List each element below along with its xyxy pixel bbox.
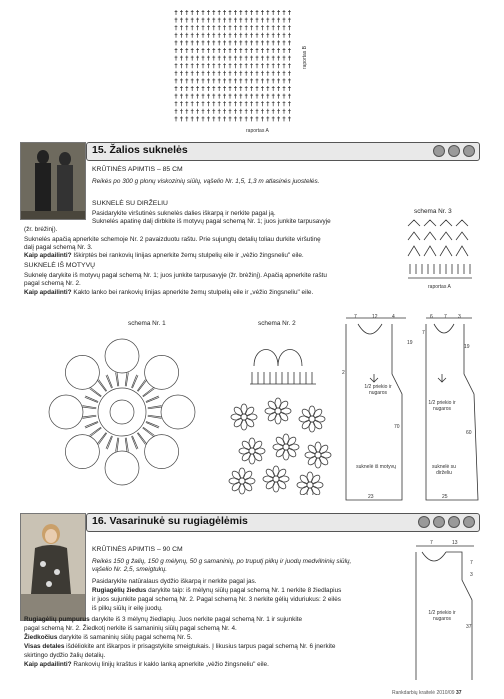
top-chart-side: raportas B: [302, 46, 308, 70]
pattern-1-top-c: 4: [392, 314, 395, 320]
belt-line: dalį pagal schemą Nr. 3.: [24, 244, 93, 251]
motif-finish-text: Kakto lanko bei rankovių linijas apnerkite žemų stulpelių eile ir „vėžio žingsneliu" eile.: [71, 289, 314, 296]
pattern-1-vert-mid: 70: [394, 424, 400, 430]
schema-1-label: schema Nr. 1: [128, 320, 166, 327]
pattern-1-side: 2: [342, 370, 345, 376]
pattern-2-top-b: 7: [444, 314, 447, 320]
body-line: pagal schemą Nr. 2. Žiedkotį nerkite iš samaninių siūlų pagal schemą Nr. 4.: [24, 625, 237, 632]
belt-finish-text: Iškirptės bei rankovių linijas apnerkite žemų stulpelių eile ir „vėžio žingsneliu" eile.: [71, 252, 304, 259]
belt-title: SUKNELĖ SU DIRŽELIU: [92, 200, 168, 207]
body-line: Pasidarykite natūralaus dydžio iškarpą ir nerkite pagal jas.: [92, 578, 257, 585]
difficulty-icons: [433, 145, 475, 157]
section-16-chest: KRŪTINĖS APIMTIS – 90 CM: [92, 546, 183, 553]
pattern-2-vert-top: 19: [464, 344, 470, 350]
page-number: 37: [455, 690, 462, 696]
schema-2-label: schema Nr. 2: [258, 320, 296, 327]
belt-line: Pasidarykite viršutinės suknelės dalies iškarpą ir nerkite pagal ją.: [92, 210, 276, 217]
pattern-16-side-a: 7: [470, 560, 473, 566]
schema-1-chart: [34, 330, 210, 495]
pattern-1-vert-top: 19: [407, 340, 413, 346]
difficulty-icons: [418, 516, 475, 528]
pattern-2-side: 7: [422, 330, 425, 336]
body-line: skirtingo dydžio žalių detalių.: [24, 652, 106, 659]
section-16-need: Reikės 150 g žalių, 150 g mėlynų, 50 g samaninių, po truputį pilkų ir juodų medvilninių siūlų,: [92, 558, 352, 565]
belt-line: Suknelės apačią apnerkite schemoje Nr. 2 pavaizduotu raštu. Prie sujungtų detalių toliau durkite viršutinę: [24, 236, 321, 243]
pattern-1-top-a: 7: [354, 314, 357, 320]
pattern-2-top-a: 6: [430, 314, 433, 320]
schema-2-chart: [248, 332, 322, 388]
pattern-16-vert: 37: [466, 624, 472, 630]
motif-finish-label: Kaip apdailinti?: [24, 289, 72, 296]
body-line: Kaip apdailinti? Rankovių linijų kraštus ir kaklo lanką apnerkite „vėžio žingsneliu" eile.: [24, 661, 269, 668]
pattern-16-half: 1/2 priekio ir nugaros: [428, 610, 456, 622]
belt-line: Suknelės apatinę dalį dirbkite iš motyvų pagal schemą Nr. 1; juos junkite tarpusavyje: [92, 218, 331, 225]
motif-finish: [24, 289, 313, 297]
pattern-2-half: 1/2 priekio ir nugaros: [428, 400, 456, 412]
belt-finish: [24, 252, 304, 260]
difficulty-dot-icon: [448, 516, 460, 528]
pattern-2-label: suknelė su dirželiu: [432, 464, 456, 476]
pattern-16-top-b: 13: [452, 540, 458, 546]
section-15-need: Reikės po 300 g plonų viskozinių siūlų, vąšelio Nr. 1,5, 1,3 m atlasinės juostelės.: [92, 178, 320, 185]
top-chart: [168, 6, 318, 138]
section-16-title: 16. Vasarinukė su rugiagėlėmis: [92, 515, 248, 527]
section-15-title: 15. Žalios suknelės: [92, 144, 188, 156]
motif-line: pagal schemą Nr. 2.: [24, 280, 81, 287]
difficulty-dot-icon: [433, 145, 445, 157]
difficulty-dot-icon: [463, 516, 475, 528]
body-line: iš pilkų siūlų ir eilę juodų.: [92, 605, 163, 612]
section-15-photo: [20, 142, 86, 220]
pattern-16-top-a: 7: [430, 540, 433, 546]
schema-3-label: schema Nr. 3: [414, 208, 452, 215]
footer-text: [392, 690, 462, 696]
difficulty-dot-icon: [418, 516, 430, 528]
pattern-1-bottom: 23: [368, 494, 374, 500]
body-line: Žiedkočius darykite iš samaninių siūlų pagal schemą Nr. 5.: [24, 634, 193, 641]
section-16-photo: [20, 513, 86, 621]
top-chart-caption: raportas A: [246, 128, 269, 134]
belt-finish-label: Kaip apdailinti?: [24, 252, 72, 259]
pattern-2-top-c: 3: [458, 314, 461, 320]
motif-drawing: [222, 395, 334, 495]
pattern-2-bottom: 25: [442, 494, 448, 500]
section-15-chest: KRŪTINĖS APIMTIS – 85 CM: [92, 166, 183, 173]
difficulty-dot-icon: [448, 145, 460, 157]
motif-title: SUKNELĖ IŠ MOTYVŲ: [24, 262, 96, 269]
pattern-1-label: suknelė iš motyvų: [356, 464, 396, 470]
top-chart-grid: [168, 6, 318, 138]
body-line: ir juos sujunkite pagal schemą Nr. 2. Pagal schemą Nr. 3 nerkite gėlių viduriukus: 2 eilės: [92, 596, 342, 603]
body-line: Rugiagėlių pumpurus darykite iš 3 mėlynų žiedlapių. Juos nerkite pagal schemą Nr. 1 ir sujunkite: [24, 616, 303, 623]
schema-3-caption: raportas A: [428, 284, 451, 290]
body-line: Rugiagėlių žiedus darykite taip: iš mėlynų siūlų pagal schemą Nr. 1 nerkite 8 žiedlapius: [92, 587, 342, 594]
belt-line: (žr. brėžinį).: [24, 226, 58, 233]
pattern-16-side-b: 3: [470, 572, 473, 578]
section-16-header: [86, 513, 480, 532]
motif-line: Suknelę darykite iš motyvų pagal schemą Nr. 1; juos junkite tarpusavyje (žr. brėžinį). Apačią apnerkite raštu: [24, 272, 327, 279]
difficulty-dot-icon: [433, 516, 445, 528]
body-line: Visas detales išdėliokite ant iškarpos ir prisagstykite smeigtukais. Į likusius tarpus pagal schemą Nr. 6 įnerkite: [24, 643, 336, 650]
footer-magazine: Rankdarbių kraitelė 2010/09: [392, 690, 455, 696]
pattern-2-outline: [420, 314, 486, 510]
pattern-1-half: 1/2 priekio ir nugaros: [364, 384, 392, 396]
pattern-1-outline: [340, 314, 416, 510]
section-16-need: vąšelio Nr. 2,5, smeigtukų.: [92, 566, 168, 573]
pattern-2-vert-mid: 60: [466, 430, 472, 436]
section-15-header: [86, 142, 480, 161]
difficulty-dot-icon: [463, 145, 475, 157]
schema-3-chart: [404, 218, 480, 288]
pattern-1-top-b: 12: [372, 314, 378, 320]
